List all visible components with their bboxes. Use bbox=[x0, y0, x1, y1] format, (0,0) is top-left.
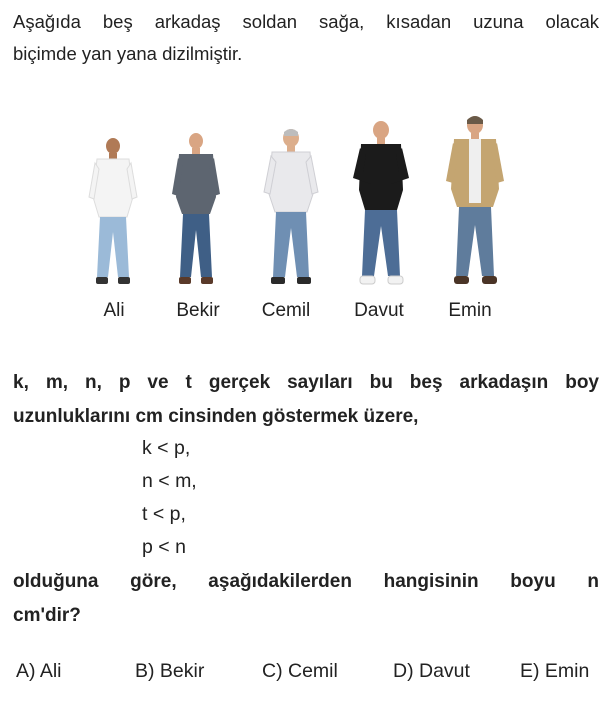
conditions-list bbox=[142, 432, 197, 564]
people-names bbox=[0, 300, 615, 326]
condition-item: p < n bbox=[142, 536, 186, 558]
option-e[interactable]: E) Emin bbox=[520, 660, 590, 682]
question-line-3: olduğuna göre, aşağıdakilerden hangisinin boyu n bbox=[13, 571, 599, 592]
condition-item: n < m, bbox=[142, 470, 197, 492]
option-b[interactable]: B) Bekir bbox=[135, 660, 205, 682]
name-label-davut: Davut bbox=[354, 300, 404, 321]
person-cemil-image bbox=[259, 128, 323, 285]
intro-text bbox=[13, 6, 599, 70]
option-c[interactable]: C) Cemil bbox=[262, 660, 338, 682]
name-label-emin: Emin bbox=[448, 300, 492, 321]
question-line-1: k, m, n, p ve t gerçek sayıları bu beş arkadaşın boy bbox=[13, 372, 599, 393]
question-stem bbox=[13, 366, 599, 434]
intro-line-2: biçimde yan yana dizilmiştir. bbox=[13, 43, 243, 64]
person-ali-image bbox=[85, 137, 141, 285]
person-davut-image bbox=[349, 120, 413, 285]
intro-line-1: Aşağıda beş arkadaş soldan sağa, kısadan uzuna olacak bbox=[13, 11, 599, 32]
person-emin-image bbox=[443, 115, 507, 285]
option-d[interactable]: D) Davut bbox=[393, 660, 470, 682]
people-illustration bbox=[0, 95, 615, 285]
name-label-bekir: Bekir bbox=[176, 300, 220, 321]
answer-options bbox=[0, 660, 615, 694]
question-prompt bbox=[13, 565, 599, 633]
name-label-cemil: Cemil bbox=[261, 300, 311, 321]
question-line-4: cm'dir? bbox=[13, 605, 81, 626]
question-line-2: uzunluklarını cm cinsinden göstermek üzere, bbox=[13, 406, 419, 427]
condition-item: k < p, bbox=[142, 437, 191, 459]
option-a[interactable]: A) Ali bbox=[16, 660, 62, 682]
condition-item: t < p, bbox=[142, 503, 186, 525]
name-label-ali: Ali bbox=[103, 300, 125, 321]
person-bekir-image bbox=[168, 132, 224, 285]
